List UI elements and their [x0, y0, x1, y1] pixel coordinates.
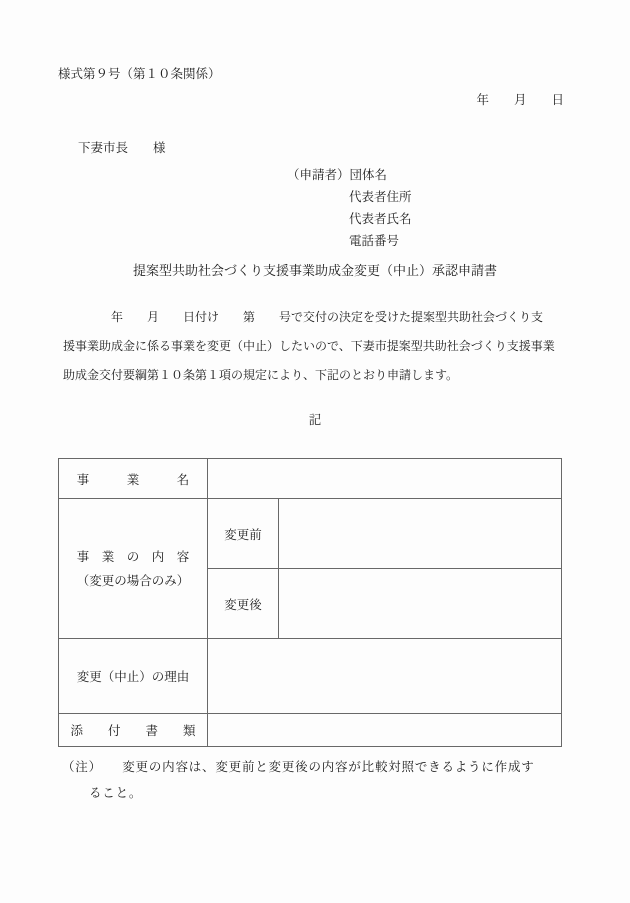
attachments-label: 添 付 書 類	[59, 714, 208, 747]
form-table	[58, 458, 562, 747]
note-block	[62, 754, 535, 806]
applicant-representative-address: 代表者住所	[349, 190, 412, 204]
table-row-business-name	[59, 459, 562, 499]
business-name-value-cell	[208, 459, 562, 499]
business-content-label	[59, 499, 208, 639]
ki-heading: 記	[308, 413, 322, 427]
note-line-2: ること。	[89, 786, 143, 800]
body-line-2: 援事業助成金に係る事業を変更（中止）したいので、下妻市提案型共助社会づくり支援事業	[63, 339, 555, 353]
before-change-value-cell	[279, 499, 562, 569]
change-reason-label: 変更（中止）の理由	[59, 639, 208, 714]
change-reason-value-cell	[208, 639, 562, 714]
applicant-group-name-line: （申請者）団体名	[287, 168, 388, 182]
body-line-3: 助成金交付要綱第１０条第１項の規定により、下記のとおり申請します。	[63, 368, 459, 382]
table-row-attachments	[59, 714, 562, 747]
business-content-label-line1: 事 業 の 内 容	[76, 549, 190, 564]
applicant-representative-name: 代表者氏名	[349, 212, 412, 226]
after-change-value-cell	[279, 569, 562, 639]
applicant-block	[287, 164, 412, 252]
body-line-1: 年 月 日付け 第 号で交付の決定を受けた提案型共助社会づくり支	[63, 310, 544, 324]
after-change-label: 変更後	[208, 569, 279, 639]
form-number: 様式第９号（第１０条関係）	[58, 67, 221, 81]
table-row-before-change	[59, 499, 562, 569]
business-name-label: 事 業 名	[59, 459, 208, 499]
before-change-label: 変更前	[208, 499, 279, 569]
document-title: 提案型共助社会づくり支援事業助成金変更（中止）承認申請書	[132, 263, 497, 278]
table-row-change-reason	[59, 639, 562, 714]
attachments-value-cell	[208, 714, 562, 747]
body-paragraph	[63, 303, 583, 390]
note-line-1: （注） 変更の内容は、変更前と変更後の内容が比較対照できるように作成す	[62, 760, 535, 774]
addressee: 下妻市長 様	[78, 141, 166, 155]
applicant-phone-number: 電話番号	[349, 234, 400, 248]
date-line: 年 月 日	[476, 93, 564, 107]
business-content-label-line2: （変更の場合のみ）	[76, 573, 190, 588]
